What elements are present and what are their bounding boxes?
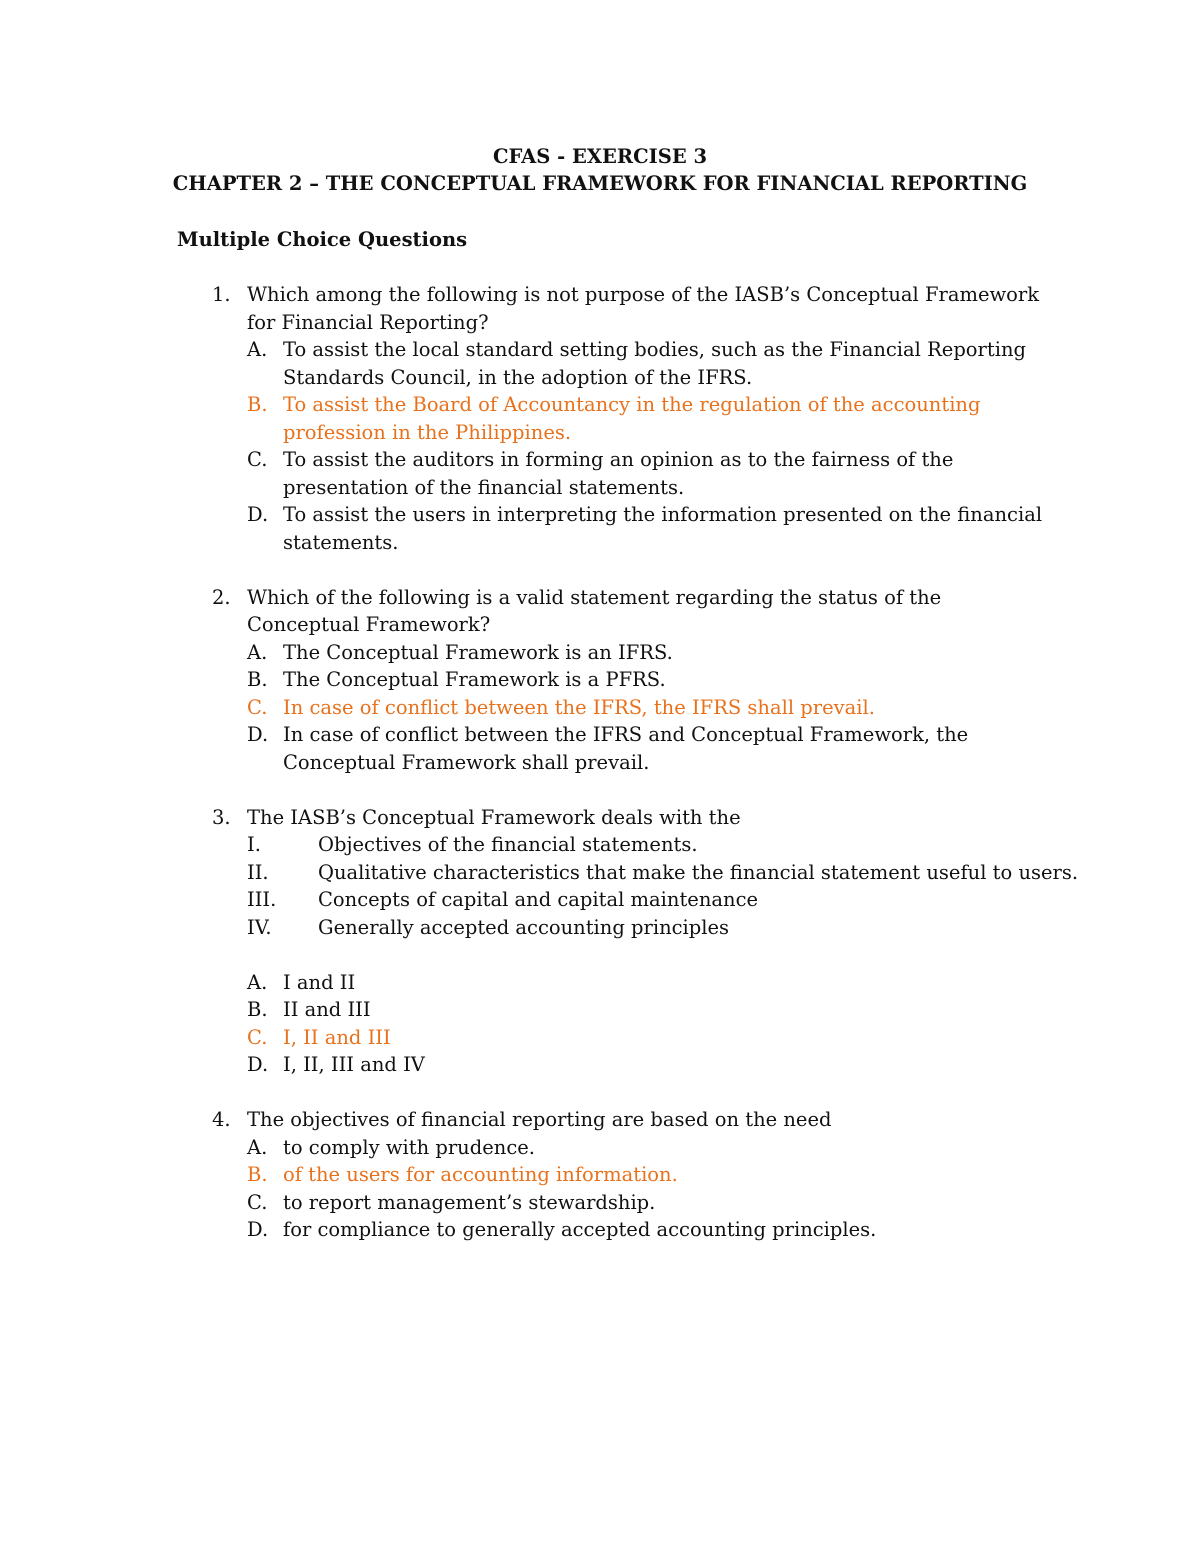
statement-ii bbox=[247, 859, 1088, 887]
option-text: to comply with prudence. bbox=[283, 1135, 535, 1159]
option-b-correct-answer bbox=[247, 1161, 1047, 1189]
option-letter: C. bbox=[247, 695, 268, 719]
option-a bbox=[247, 1134, 1047, 1162]
question-number: 1. bbox=[212, 283, 231, 306]
option-d bbox=[247, 721, 1047, 776]
statement-text: Qualitative characteristics that make the financial statement useful to users. bbox=[318, 860, 1079, 884]
option-letter: A. bbox=[247, 338, 268, 361]
option-letter: C. bbox=[247, 1190, 268, 1214]
option-letter: C. bbox=[247, 448, 268, 471]
statement-number: I. bbox=[247, 833, 261, 856]
option-letter: B. bbox=[247, 1163, 268, 1186]
question-text: Which of the following is a valid statement regarding the status of the Conceptual Framework? bbox=[247, 585, 942, 636]
option-c-correct-answer bbox=[247, 1024, 1047, 1052]
option-text: II and III bbox=[283, 998, 371, 1021]
option-text: I, II and III bbox=[283, 1025, 391, 1049]
document-title: CFAS - EXERCISE 3 bbox=[492, 145, 708, 168]
option-c bbox=[247, 446, 1047, 501]
option-a bbox=[247, 336, 1047, 391]
option-letter: C. bbox=[247, 1025, 268, 1049]
question-3 bbox=[0, 804, 1079, 1079]
question-text: The IASB’s Conceptual Framework deals with the bbox=[247, 805, 741, 829]
statement-number: III. bbox=[247, 888, 277, 911]
option-letter: D. bbox=[247, 723, 269, 746]
option-text: To assist the users in interpreting the information presented on the financial statements. bbox=[283, 503, 1043, 554]
option-a bbox=[247, 969, 1047, 997]
option-letter: A. bbox=[247, 640, 268, 664]
option-c-correct-answer bbox=[247, 694, 1047, 722]
option-text: to report management’s stewardship. bbox=[283, 1190, 656, 1214]
statement-text: Generally accepted accounting principles bbox=[318, 915, 730, 939]
option-text: To assist the Board of Accountancy in the regulation of the accounting profession in the Philippines. bbox=[283, 393, 981, 444]
option-letter: B. bbox=[247, 393, 268, 416]
option-text: The Conceptual Framework is an IFRS. bbox=[283, 640, 673, 664]
option-b-correct-answer bbox=[247, 391, 1047, 446]
option-letter: B. bbox=[247, 998, 268, 1021]
option-b bbox=[247, 996, 1047, 1024]
option-letter: D. bbox=[247, 1053, 269, 1076]
option-letter: A. bbox=[247, 970, 268, 994]
question-text: The objectives of financial reporting are based on the need bbox=[247, 1108, 832, 1131]
option-a bbox=[247, 639, 1047, 667]
question-2 bbox=[0, 584, 1047, 777]
option-text: I and II bbox=[283, 970, 356, 994]
question-number: 4. bbox=[212, 1108, 231, 1131]
statement-i bbox=[247, 831, 1088, 859]
option-text: of the users for accounting information. bbox=[283, 1163, 678, 1186]
chapter-title: CHAPTER 2 – THE CONCEPTUAL FRAMEWORK FOR FINANCIAL REPORTING bbox=[172, 172, 1028, 195]
option-letter: B. bbox=[247, 668, 268, 691]
option-letter: A. bbox=[247, 1135, 268, 1159]
option-text: To assist the auditors in forming an opinion as to the fairness of the presentation of the financial statements. bbox=[283, 448, 954, 499]
question-text: Which among the following is not purpose of the IASB’s Conceptual Framework for Financial Reporting? bbox=[247, 283, 1040, 334]
option-text: To assist the local standard setting bodies, such as the Financial Reporting Standards Council, in the adoption of the IFRS. bbox=[283, 338, 1026, 389]
option-d bbox=[247, 1051, 1047, 1079]
option-text: I, II, III and IV bbox=[283, 1053, 425, 1076]
question-number: 3. bbox=[212, 805, 231, 829]
option-letter: D. bbox=[247, 503, 269, 526]
section-title: Multiple Choice Questions bbox=[177, 228, 468, 251]
question-list bbox=[0, 281, 1200, 1271]
option-d bbox=[247, 1216, 1047, 1244]
option-letter: D. bbox=[247, 1218, 269, 1241]
question-number: 2. bbox=[212, 585, 231, 609]
spacer bbox=[247, 941, 1047, 969]
question-4 bbox=[0, 1106, 1047, 1244]
statement-text: Concepts of capital and capital maintenance bbox=[318, 888, 759, 911]
statement-text: Objectives of the financial statements. bbox=[318, 833, 698, 856]
option-b bbox=[247, 666, 1047, 694]
statement-iv bbox=[247, 914, 1088, 942]
statement-number: IV. bbox=[247, 915, 272, 939]
question-1 bbox=[0, 281, 1047, 556]
statement-iii bbox=[247, 886, 1088, 914]
option-text: In case of conflict between the IFRS, the IFRS shall prevail. bbox=[283, 695, 875, 719]
option-d bbox=[247, 501, 1047, 556]
statement-number: II. bbox=[247, 860, 269, 884]
option-text: for compliance to generally accepted accounting principles. bbox=[283, 1218, 877, 1241]
option-text: In case of conflict between the IFRS and Conceptual Framework, the Conceptual Framework shall prevail. bbox=[283, 723, 969, 774]
option-c bbox=[247, 1189, 1047, 1217]
option-text: The Conceptual Framework is a PFRS. bbox=[283, 668, 666, 691]
